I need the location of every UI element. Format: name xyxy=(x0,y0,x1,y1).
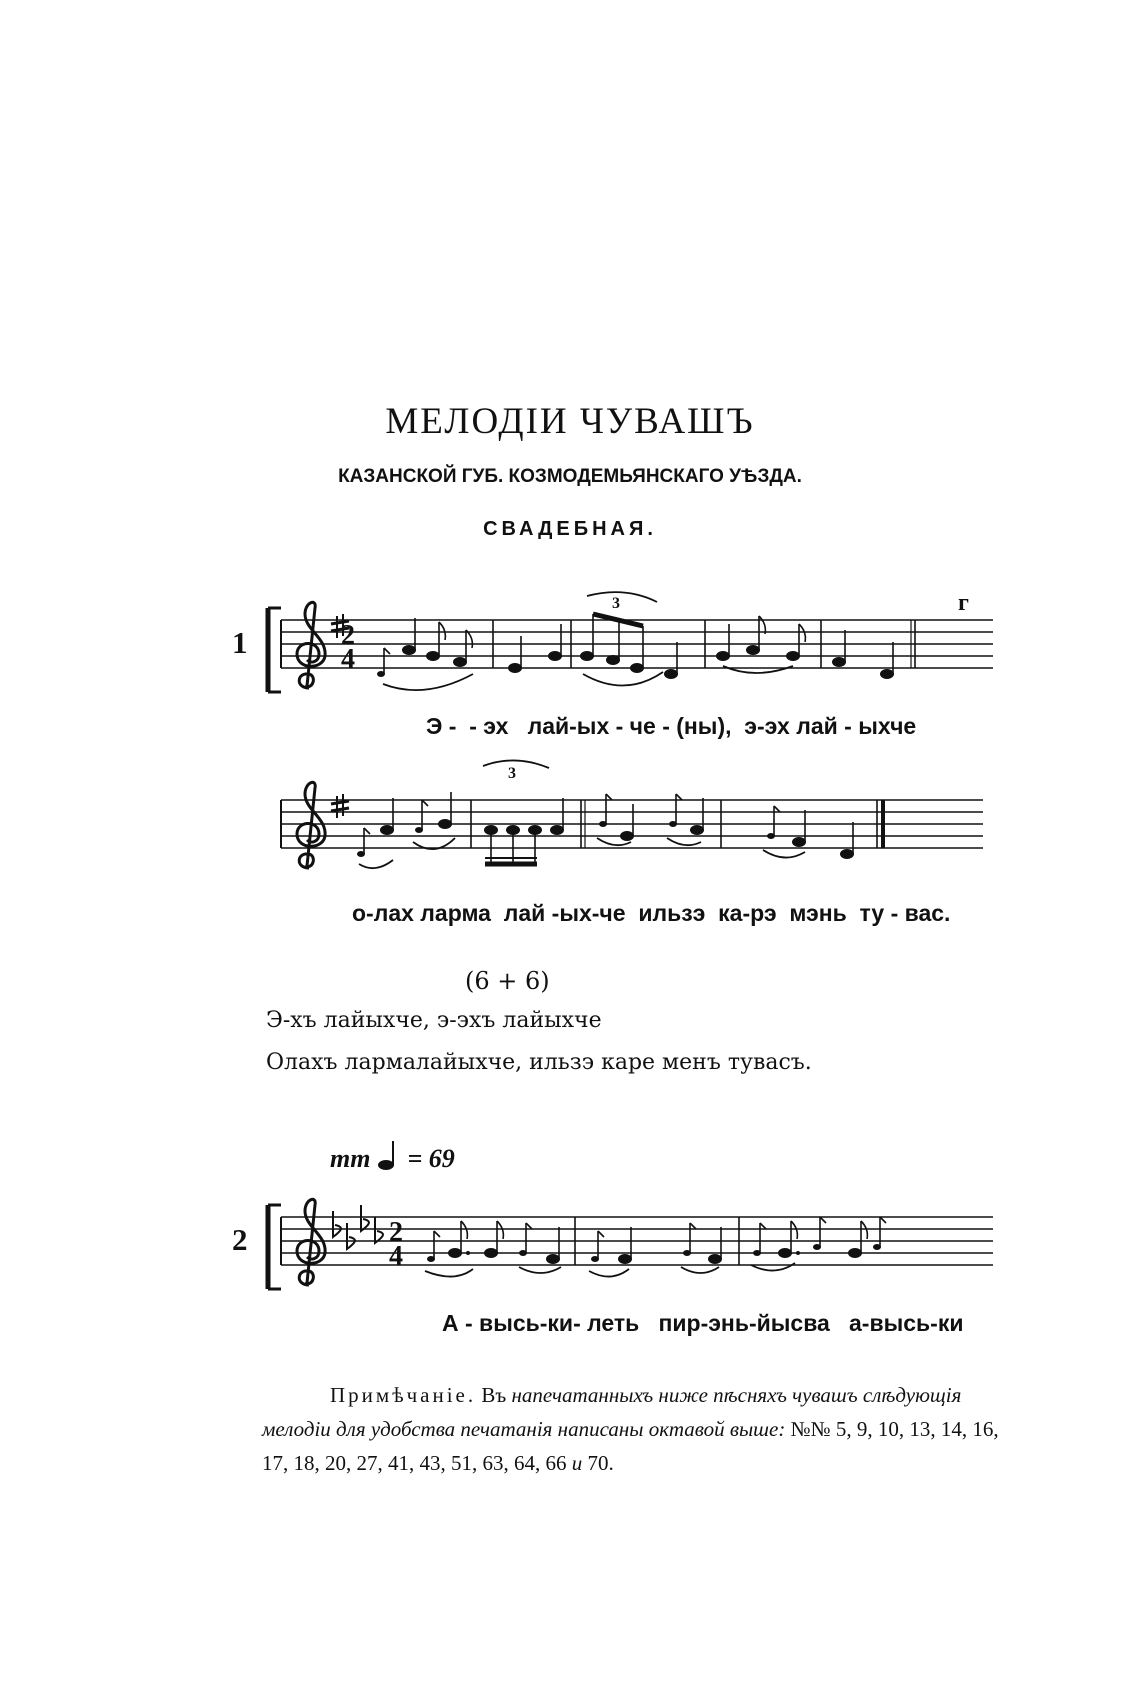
melody-number-2: 2 xyxy=(232,1222,248,1257)
footnote-text-2: №№ 5, 9, 10, 13, 14, 16, 17, 18, 20, 27, 41, 43, 51, 63, 64, 66 xyxy=(262,1417,999,1475)
svg-text:2: 2 xyxy=(389,1217,403,1248)
footnote-text-3: 70. xyxy=(582,1451,614,1475)
page-title: МЕЛОДІИ ЧУВАШЪ xyxy=(385,401,755,442)
svg-text:2: 2 xyxy=(341,620,355,651)
music-staff-1a xyxy=(265,595,995,700)
end-mark: г xyxy=(958,590,969,616)
footnote-italic-2: и xyxy=(571,1451,583,1475)
music-staff-2 xyxy=(265,1197,995,1297)
page-subtitle: КАЗАНСКОЙ ГУБ. КОЗМОДЕМЬЯНСКАГО УѢЗДА. xyxy=(338,466,802,487)
tempo-marking xyxy=(330,1141,455,1174)
footnote-lead: Примѣчаніе. xyxy=(330,1383,477,1407)
footnote-italic-1: напечатанныхъ ниже пѣсняхъ чувашъ слѣдующія мелодіи для удобства печатанія написаны октавой выше: xyxy=(262,1383,962,1441)
lyrics-1b: о-лах ларма лай -ых-че ильзэ ка-рэ мэнь ту - вас. xyxy=(352,900,951,926)
tempo-prefix: mm xyxy=(330,1144,371,1173)
triplet-mark: 3 xyxy=(612,595,620,612)
quarter-note-icon xyxy=(377,1141,401,1171)
svg-text:4: 4 xyxy=(341,644,355,675)
lyrics-1a: Э - - эх лай-ых - че - (ны), э-эх лай - ыхче xyxy=(426,713,917,739)
meter-label: (6 + 6) xyxy=(465,967,550,995)
verse-line-1: Э-хъ лайыхче, э-эхъ лайыхче xyxy=(266,1008,602,1033)
footnote xyxy=(262,1378,1002,1480)
lyrics-2: А - высь-ки- леть пир-энь-йысва а-высь-ки xyxy=(442,1310,964,1336)
music-staff-1b xyxy=(275,765,995,880)
melody-number-1: 1 xyxy=(232,625,248,660)
verse-line-2: Олахъ лармалайыхче, ильзэ каре менъ тувасъ. xyxy=(266,1050,812,1075)
tempo-value: = 69 xyxy=(407,1144,455,1173)
footnote-text-1: Въ xyxy=(476,1383,512,1407)
svg-text:4: 4 xyxy=(389,1241,403,1272)
song-title: СВАДЕБНАЯ. xyxy=(483,518,657,540)
triplet-mark: 3 xyxy=(508,765,516,782)
